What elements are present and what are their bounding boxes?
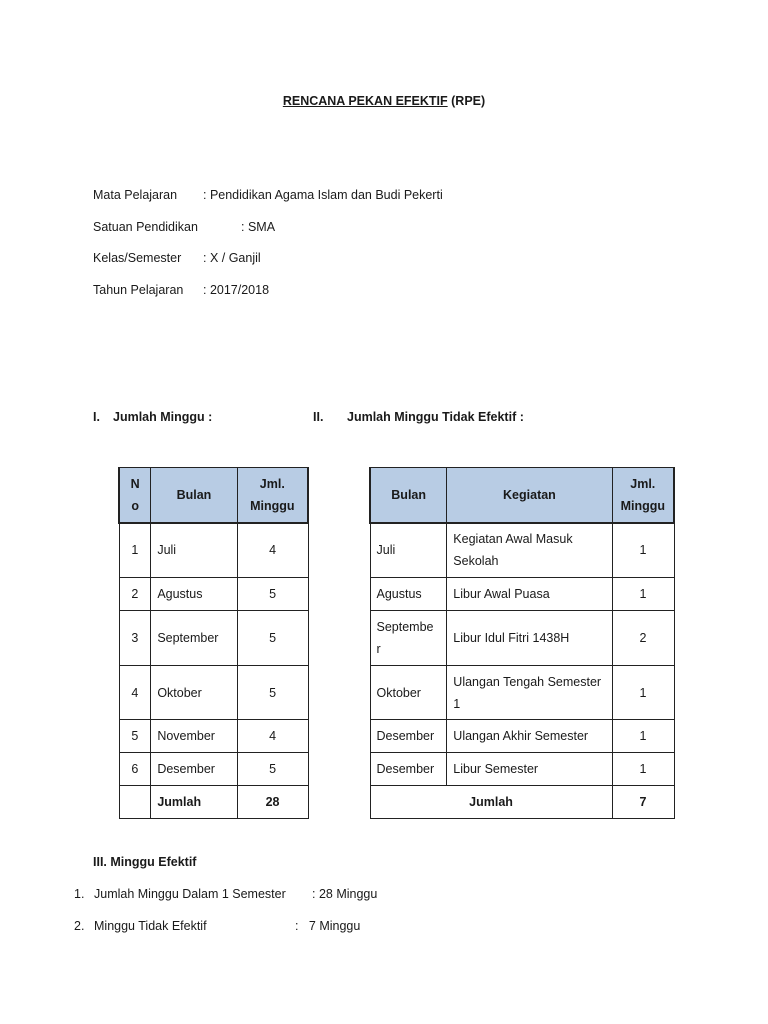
- weeks-row-jml: 5: [237, 578, 308, 611]
- nonweeks-row-jml: 1: [612, 666, 674, 720]
- info-label-mata-pelajaran: Mata Pelajaran: [93, 188, 178, 202]
- nonweeks-header-jml: Jml. Minggu: [612, 468, 674, 523]
- section2-number: II.: [313, 410, 324, 424]
- weeks-row: [119, 666, 308, 720]
- summary-value-2: : 7 Minggu: [295, 919, 361, 933]
- nonweeks-row: [370, 666, 674, 720]
- weeks-row-bulan: Oktober: [151, 666, 237, 720]
- weeks-row: [119, 523, 308, 578]
- nonweeks-header-kegiatan: Kegiatan: [447, 468, 612, 523]
- weeks-row-bulan: November: [151, 720, 237, 753]
- weeks-row: [119, 578, 308, 611]
- nonweeks-row-bulan: Agustus: [370, 578, 447, 611]
- nonweeks-row-bulan: Oktober: [370, 666, 447, 720]
- weeks-row-no: 2: [119, 578, 151, 611]
- summary-label-2: Minggu Tidak Efektif: [94, 919, 207, 933]
- weeks-row: [119, 611, 308, 666]
- nonweeks-row-jml: 1: [612, 753, 674, 786]
- info-label-satuan-pendidikan: Satuan Pendidikan: [93, 220, 198, 234]
- nonweeks-row: [370, 611, 674, 666]
- nonweeks-total-label: Jumlah: [370, 786, 612, 819]
- weeks-total-label: Jumlah: [151, 786, 237, 819]
- weeks-row-no: 3: [119, 611, 151, 666]
- nonweeks-row: [370, 523, 674, 578]
- info-value-tahun-pelajaran: : 2017/2018: [203, 283, 270, 297]
- summary-number-1: 1.: [74, 887, 85, 901]
- weeks-row-jml: 5: [237, 753, 308, 786]
- weeks-row-no: 5: [119, 720, 151, 753]
- info-label-kelas-semester: Kelas/Semester: [93, 251, 182, 265]
- nonweeks-row: [370, 578, 674, 611]
- page-title-main: RENCANA PEKAN EFEKTIF: [282, 94, 448, 108]
- summary-label-1: Jumlah Minggu Dalam 1 Semester: [94, 887, 286, 901]
- weeks-row-bulan: Agustus: [151, 578, 237, 611]
- nonweeks-row-bulan: Desember: [370, 720, 447, 753]
- nonweeks-row-kegiatan: Libur Semester: [447, 753, 612, 786]
- nonweeks-row-bulan: Desember: [370, 753, 447, 786]
- weeks-header-no: N o: [119, 468, 151, 523]
- section2-title: Jumlah Minggu Tidak Efektif :: [347, 410, 524, 424]
- weeks-row: [119, 753, 308, 786]
- nonweeks-row-kegiatan: Kegiatan Awal Masuk Sekolah: [447, 523, 612, 578]
- weeks-table: [118, 467, 309, 819]
- weeks-row-jml: 5: [237, 666, 308, 720]
- weeks-row-jml: 5: [237, 611, 308, 666]
- nonweeks-row-kegiatan: Libur Idul Fitri 1438H: [447, 611, 612, 666]
- nonweeks-row-jml: 1: [612, 720, 674, 753]
- nonweeks-row: [370, 720, 674, 753]
- weeks-total-value: 28: [237, 786, 308, 819]
- non-effective-weeks-table: [369, 467, 675, 819]
- nonweeks-row-bulan: Septembe r: [370, 611, 447, 666]
- nonweeks-row-kegiatan: Ulangan Tengah Semester 1: [447, 666, 612, 720]
- weeks-row-bulan: Desember: [151, 753, 237, 786]
- info-label-tahun-pelajaran: Tahun Pelajaran: [93, 283, 184, 297]
- page-title-suffix: (RPE): [447, 94, 486, 108]
- nonweeks-total-value: 7: [612, 786, 674, 819]
- nonweeks-row-jml: 2: [612, 611, 674, 666]
- info-value-kelas-semester: : X / Ganjil: [203, 251, 261, 265]
- weeks-row-no: 4: [119, 666, 151, 720]
- summary-number-2: 2.: [74, 919, 85, 933]
- nonweeks-total-row: [370, 786, 674, 819]
- weeks-header-bulan: Bulan: [151, 468, 237, 523]
- weeks-row-jml: 4: [237, 523, 308, 578]
- nonweeks-row-jml: 1: [612, 578, 674, 611]
- weeks-row-jml: 4: [237, 720, 308, 753]
- section1-number: I.: [93, 410, 100, 424]
- weeks-total-row: [119, 786, 308, 819]
- nonweeks-row-kegiatan: Ulangan Akhir Semester: [447, 720, 612, 753]
- weeks-header-jml: Jml. Minggu: [237, 468, 308, 523]
- nonweeks-header-bulan: Bulan: [370, 468, 447, 523]
- info-value-mata-pelajaran: : Pendidikan Agama Islam dan Budi Pekerti: [203, 188, 443, 202]
- section3-title: III. Minggu Efektif: [93, 855, 197, 869]
- nonweeks-row: [370, 753, 674, 786]
- weeks-row-bulan: Juli: [151, 523, 237, 578]
- section1-title: Jumlah Minggu :: [113, 410, 213, 424]
- summary-value-1: : 28 Minggu: [312, 887, 378, 901]
- page-title: [0, 94, 768, 108]
- info-value-satuan-pendidikan: : SMA: [241, 220, 276, 234]
- nonweeks-row-bulan: Juli: [370, 523, 447, 578]
- weeks-row-no: 1: [119, 523, 151, 578]
- weeks-row-no: 6: [119, 753, 151, 786]
- nonweeks-row-kegiatan: Libur Awal Puasa: [447, 578, 612, 611]
- nonweeks-row-jml: 1: [612, 523, 674, 578]
- weeks-row-bulan: September: [151, 611, 237, 666]
- weeks-row: [119, 720, 308, 753]
